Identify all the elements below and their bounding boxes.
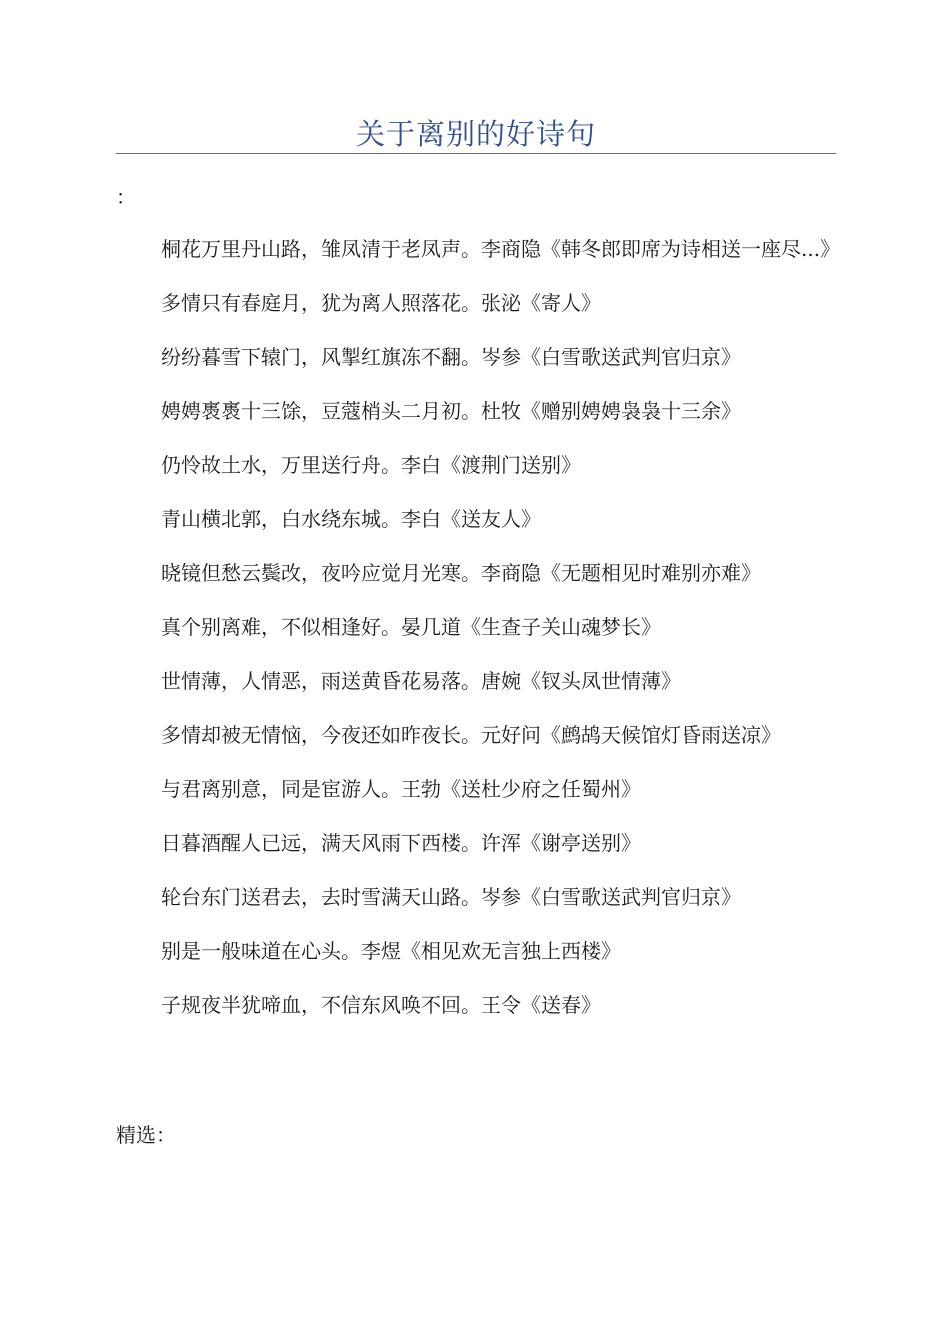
poem-line: 轮台东门送君去，去时雪满天山路。岑参《白雪歌送武判官归京》: [161, 885, 741, 909]
document-title: 关于离别的好诗句: [355, 117, 596, 151]
poem-line: 娉娉褭褭十三馀，豆蔻梢头二月初。杜牧《赠别娉娉袅袅十三余》: [161, 399, 741, 423]
poem-line: 别是一般味道在心头。李煜《相见欢无言独上西楼》: [161, 939, 621, 963]
poem-line: 纷纷暮雪下辕门，风掣红旗冻不翻。岑参《白雪歌送武判官归京》: [161, 345, 741, 369]
poem-line: 世情薄，人情恶，雨送黄昏花易落。唐婉《钗头凤世情薄》: [161, 669, 681, 693]
poem-line: 桐花万里丹山路，雏凤清于老凤声。李商隐《韩冬郎即席为诗相送一座尽...》: [161, 237, 841, 261]
poem-line: 与君离别意，同是宦游人。王勃《送杜少府之任蜀州》: [161, 777, 641, 801]
poem-line: 多情却被无情恼，今夜还如昨夜长。元好问《鹧鸪天候馆灯昏雨送凉》: [161, 723, 781, 747]
poem-line: 子规夜半犹啼血，不信东风唤不回。王令《送春》: [161, 993, 601, 1017]
poem-line: 晓镜但愁云鬓改，夜吟应觉月光寒。李商隐《无题相见时难别亦难》: [161, 561, 761, 585]
poem-lines: [116, 228, 841, 1038]
poem-line: 日暮酒醒人已远，满天风雨下西楼。许浑《谢亭送别》: [161, 831, 641, 855]
poem-line: 多情只有春庭月，犹为离人照落花。张泌《寄人》: [161, 291, 601, 315]
poem-line: 真个别离难，不似相逢好。晏几道《生查子关山魂梦长》: [161, 615, 661, 639]
section-label-selected: 精选：: [116, 1123, 176, 1147]
poem-line: 青山横北郭，白水绕东城。李白《送友人》: [161, 507, 541, 531]
intro-text: ：: [116, 185, 136, 209]
title-underline: [116, 153, 836, 154]
poem-line: 仍怜故土水，万里送行舟。李白《渡荆门送别》: [161, 453, 581, 477]
